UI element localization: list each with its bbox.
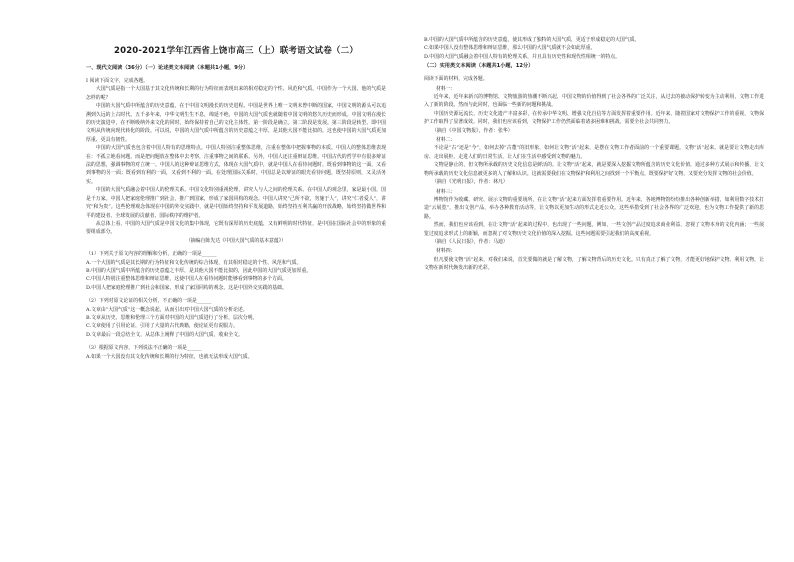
- material-3-source: （摘自《人民日报》，作者：马迪）: [432, 238, 508, 245]
- question-3-option-a: A.如果一个大国没有其文化传统和长期的行为特征，也就无法形成大国气质。: [86, 353, 253, 360]
- question-1-stem: （1）下列关于原文内容的理解和分析，正确的一项是______: [86, 251, 217, 258]
- question-3-option-c: C.如果中国人没有整体思维和辩证思维，那么中国的大国气质就不会如此厚重。: [424, 45, 596, 52]
- material-3-label: 材料三：: [436, 188, 456, 195]
- material-4-label: 材料四：: [436, 248, 456, 255]
- material-paragraph: 但凡要使文物“活”起来，对我们来说，首先要做的就是了解文物，了解文物背后的历史文化。只有真正了解了文物，才能更好地保护文物、利用文物，让文物在新时代焕发出新的光彩。: [424, 256, 764, 272]
- left-column: [86, 0, 386, 562]
- material-1-source: （摘自《中国文物报》，作者：张华）: [432, 127, 513, 134]
- section-heading-2: （二）实用类文本阅读（本题共1小题，12分）: [424, 63, 534, 70]
- question-2-option-b: B.文章从历史、思维和伦理三个方面对中国的大国气质进行了分析，层次分明。: [86, 314, 258, 321]
- material-1-label: 材料一：: [436, 85, 456, 92]
- material-paragraph: 文物是静止的，但文物所承载的历史文化信息是鲜活的。让文物“活”起来，就是要深入挖掘文物所蕴含的历史文化价值，通过多种方式展示和传播，让文物所承载的历史文化信息被更多的人了解和认识。这就需要我们在文物保护和利用之间找到一个平衡点，既要保护好文物，又要充分发挥文物的社会价值。: [424, 162, 764, 177]
- passage-paragraph: 中国的大国气质也包含着中国人特有的思维特点。中国人特别注重整体思维，注重在整体中把握事物的本质。中国人的整体思维表现在：不孤立地看问题，而是把问题放在整体中去考察，注重事物之间的联系。另外，中国人还注重辩证思维。中国古代的哲学中有很多辩证法的思想，强调事物的对立统一。中国人的这种辩证思维方式，体现在大国气质中，就是中国人在看待问题时，既看到事物的这一面，又看到事物的另一面；既看到有利的一面，又看到不利的一面。在处理国际关系时，中国总是以辩证的眼光看待问题，既坚持原则，又灵活务实。: [86, 145, 386, 185]
- right-column: [424, 0, 764, 562]
- exam-title: 2020-2021学年江西省上饶市高三（上）联考语文试卷（二）: [113, 46, 359, 56]
- question-2-option-a: A.文章由“大国气质”这一概念说起，从而引出对中国大国气质的分析论述。: [86, 306, 248, 313]
- passage-paragraph: 中国的大国气质中所蕴含的历史意蕴，在于中国文明漫长的历史进程。中国是世界上唯一文明未曾中断的国家，中国文明的源头可以追溯到久远的上古时代。五千多年来，中华文明生生不息，绵延不绝，中国的大国气质也就随着中国文明的悠久历史而形成。中国文明在漫长的历史演进中，在不断吸纳外来文化的同时，始终保持着自己的文化主体性。第一阶段是确立。第二阶段是发展。第三阶段是转型，即中国文明从传统向现代转化的阶段。可以说，中国的大国气质中所蕴含的历史意蕴之丰厚，是其他大国不能比拟的。这也使中国的大国气质更加厚重、更具有韧性。: [86, 103, 386, 143]
- question-1-option-b: B.中国的大国气质中所蕴含的历史意蕴之丰厚，是其他大国不能比拟的，因此中国的大国气质更加厚重。: [86, 267, 312, 274]
- material-paragraph: 中国历史源远流长，历史文化遗产丰富多彩，在传承中华文明、增强文化自信等方面发挥着重要作用。近年来，随着国家对文物保护工作的重视，文物保护工作取得了显著成效。同时，我们也应该看到，文物保护工作仍然面临着诸多困难和挑战，需要全社会共同努力。: [424, 110, 764, 126]
- question-2-stem: （2）下列对原文论证的相关分析，不正确的一项是______: [86, 298, 212, 305]
- question-3-option-b: B.中国的大国气质中所蕴含的历史意蕴，使其形成了独特的大国气质，更适于形成稳定的大国气质。: [424, 37, 640, 43]
- question-1-option-a: A.一个大国的气质是其长期的行为特征和文化传统的综合体现，有其相对稳定的个性、风范和气质。: [86, 259, 302, 266]
- reading-intro: Ⅰ 阅读下面文字，完成各题。: [86, 78, 149, 84]
- section-heading-1: 一、现代文阅读（36分）（一）论述类文本阅读（本题共1小题，9分）: [86, 65, 249, 71]
- material-2-label: 材料二：: [436, 137, 456, 144]
- material-paragraph: 博物馆作为收藏、研究、展示文物的重要场所，在让文物“活”起来方面发挥着重要作用。近年来，各地博物馆纷纷推出各种创新举措，如利用数字技术打造“云展览”，推出文创产品，举办各种教育活动等，让文物以更加生动的形式走近公众。这些举措受到了社会各界的广泛欢迎，也为文物工作提供了新的思路。: [424, 196, 764, 220]
- question-3-stem: （3）根据原文内容，下列说法不正确的一项是______: [86, 345, 202, 352]
- question-3-option-d: D.中国的大国气质融会着中国人特有的伦理关系，并且具有历史性和现代性相统一的特点。: [424, 53, 621, 60]
- question-2-option-c: C.文章使用了引用论证，引用了大量的古代典籍，使论证更有说服力。: [86, 323, 238, 330]
- material-paragraph: 然而，我们也应该看到，在让文物“活”起来的过程中，也出现了一些问题。例如，一些文创产品过度追求商业利益，忽视了文物本身的文化内涵；一些展览过度追求形式上的新颖，而忽视了对文物历史文化价值的深入挖掘。这些问题需要引起我们的高度重视。: [424, 222, 764, 237]
- question-1-option-d: D.中国人把家庭伦理推广到社会和国家，形成了家国同构的观念，这是中国外交实践的基础。: [86, 284, 287, 291]
- passage-paragraph: 从总体上看，中国的大国气质是中国文化的集中体现，它既有深厚的历史底蕴，又有鲜明的时代特征，是中国在国际社会中的形象的重要组成部分。: [86, 220, 386, 236]
- question-1-option-c: C.中国人特别注重整体思维和辩证思维，这使中国人在看待问题时能够看到事物的多个方面。: [86, 276, 287, 283]
- question-2-option-d: D.文章最后一段总结全文，从总体上阐释了中国的大国气质，收束全文。: [86, 331, 243, 338]
- material-paragraph: 近年来，近年来新兴的博物馆、文物旅游的热潮不断兴起，中国文物的价值得到了社会各界的广泛关注，从过去的被动保护转变为主动利用，文物工作进入了新的阶段。然而与此同时，也面临一些新的问题和挑战。: [424, 94, 764, 109]
- passage-source: （摘编自陈先达《中国大国气质的基本意蕴》）: [185, 237, 287, 244]
- material-paragraph: 不论是“古”还是“今”，如何去掉“古董”的旧形象，如何让文物“活”起来，是摆在文物工作者面前的一个重要课题。文物“活”起来，就是要让文物走出库房、走出展柜，走进人们的日常生活，让人们在生活中感受到文物的魅力。: [424, 145, 764, 160]
- material-2-source: （摘自《光明日报》，作者：林凡）: [432, 179, 508, 186]
- passage-paragraph: 中国的大国气质融会着中国人的伦理关系。中国文化特别重视伦理，讲究人与人之间的伦理关系。在中国人的观念里，家是最小国，国是千万家。中国人把家庭伦理推广到社会，推广到国家，形成了家国同构的观念。中国人讲究“己所不欲，勿施于人”，讲究“仁者爱人”，讲究“和为贵”。这些伦理观念体现在中国的外交实践中，就是中国始终坚持和平发展道路，始终坚持互利共赢的开放战略，始终坚持做世界和平的建设者、全球发展的贡献者、国际秩序的维护者。: [86, 187, 386, 219]
- reading-intro-2: 阅读下面的材料，完成各题。: [424, 76, 488, 83]
- passage-paragraph: 大国气质是指一个大国基于其文化传统和长期的行为特征而表现出来的相对稳定的个性、风范和气质。中国作为一个大国，他的气质是怎样的呢？: [86, 86, 386, 101]
